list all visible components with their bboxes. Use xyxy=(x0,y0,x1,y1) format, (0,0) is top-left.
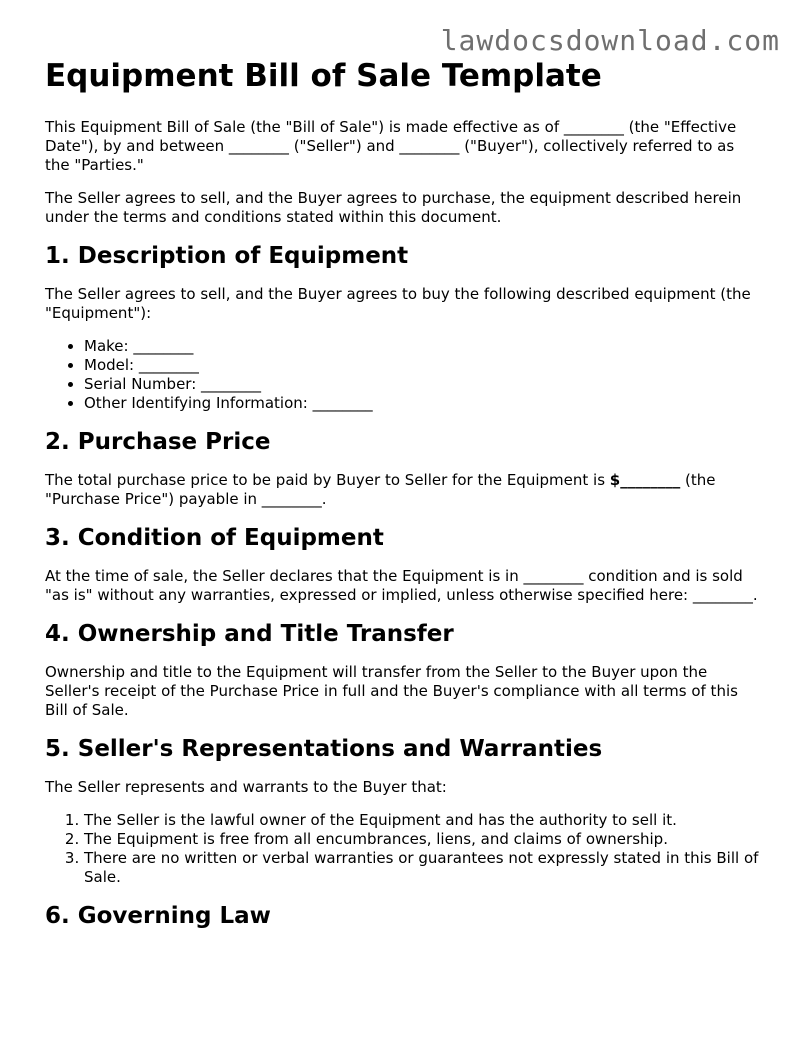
list-item: • Model: ________ xyxy=(84,356,760,375)
price-text-after: (the "Purchase Price") payable in ________. xyxy=(45,471,716,508)
section-text: At the time of sale, the Seller declares that the Equipment is in ________ condition and is sold "as is" without any warranties, expressed or implied, unless otherwise specified here: ________. xyxy=(45,567,758,604)
section-heading: 5. Seller's Representations and Warranties xyxy=(45,736,603,762)
intro-paragraph: This Equipment Bill of Sale (the "Bill of Sale") is made effective as of ________ (the "Effective Date"), by and between ________ ("Seller") and ________ ("Buyer"), collectively referred to as the "Parties." xyxy=(45,118,737,174)
list-item: 2. The Equipment is free from all encumbrances, liens, and claims of ownership. xyxy=(84,830,760,849)
warranty-list xyxy=(45,811,760,887)
list-item: 1. The Seller is the lawful owner of the Equipment and has the authority to sell it. xyxy=(84,811,760,830)
intro-paragraph-2: The Seller agrees to sell, and the Buyer agrees to purchase, the equipment described herein under the terms and conditions stated within this document. xyxy=(45,189,742,226)
equipment-list xyxy=(45,337,760,413)
price-text-before: The total purchase price to be paid by Buyer to Seller for the Equipment is xyxy=(45,471,610,489)
section-text: Ownership and title to the Equipment will transfer from the Seller to the Buyer upon the Seller's receipt of the Purchase Price in full and the Buyer's compliance with all terms of this Bill of Sale. xyxy=(45,663,738,719)
section-governing-law xyxy=(45,901,760,931)
watermark-text: lawdocsdownload.com xyxy=(440,24,780,57)
price-amount: $________ xyxy=(609,471,681,489)
section-warranties xyxy=(45,734,760,887)
section-text: The Seller represents and warrants to the Buyer that: xyxy=(45,778,447,796)
section-ownership xyxy=(45,619,760,720)
section-description xyxy=(45,241,760,413)
section-heading: 1. Description of Equipment xyxy=(45,243,409,269)
section-heading: 4. Ownership and Title Transfer xyxy=(45,621,454,647)
list-item: • Make: ________ xyxy=(84,337,760,356)
section-purchase-price xyxy=(45,427,760,509)
section-heading: 2. Purchase Price xyxy=(45,429,271,455)
section-condition xyxy=(45,523,760,605)
section-text: The Seller agrees to sell, and the Buyer agrees to buy the following described equipment (the "Equipment"): xyxy=(45,285,751,322)
section-heading: 6. Governing Law xyxy=(45,903,271,929)
list-item: • Other Identifying Information: ________ xyxy=(84,394,760,413)
document-title: Equipment Bill of Sale Template xyxy=(45,58,602,94)
section-text xyxy=(45,471,760,509)
list-item: 3. There are no written or verbal warranties or guarantees not expressly stated in this Bill of Sale. xyxy=(84,849,760,887)
list-item: • Serial Number: ________ xyxy=(84,375,760,394)
document-page xyxy=(45,52,760,945)
section-heading: 3. Condition of Equipment xyxy=(45,525,384,551)
